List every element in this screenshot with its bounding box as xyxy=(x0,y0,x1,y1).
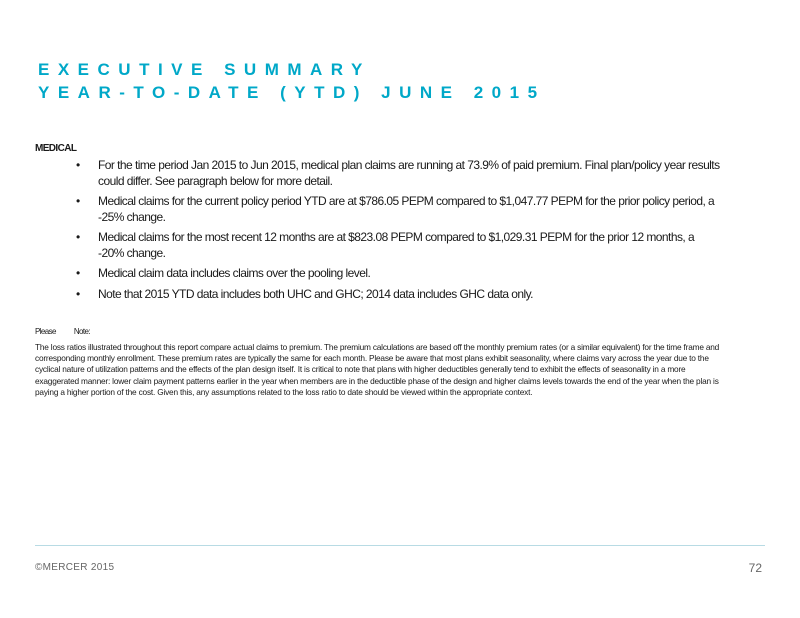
title-line-1: EXECUTIVE SUMMARY xyxy=(38,60,371,79)
bullet-item xyxy=(72,158,722,189)
page-number: 72 xyxy=(748,561,762,575)
section-label-medical: MEDICAL xyxy=(35,143,77,154)
page-title xyxy=(38,58,546,104)
bullet-item xyxy=(72,287,722,303)
bullet-item xyxy=(72,194,722,225)
bullet-text: Medical claims for the current policy period YTD are at $786.05 PEPM compared to $1,047.77 PEPM for the prior policy period, a -25% change. xyxy=(98,194,715,224)
bullet-glyph: • xyxy=(76,286,80,301)
medical-bullet-list xyxy=(72,158,722,307)
bullet-glyph: • xyxy=(76,158,80,172)
bullet-item xyxy=(72,230,722,261)
note-label: Note: xyxy=(73,327,90,336)
bullet-text: Medical claim data includes claims over the pooling level. xyxy=(98,266,371,280)
bullet-text: Note that 2015 YTD data includes both UHC and GHC; 2014 data includes GHC data only. xyxy=(98,286,533,301)
footer-divider xyxy=(35,545,765,546)
note-paragraph: The loss ratios illustrated throughout this report compare actual claims to premium. The premium calculations are based off the monthly premium rates (or a similar equivalent) for the time frame and corresponding monthly enrollment. These premium rates are typically the same for each month. Please be aware that most plans exhibit seasonality, where claims vary across the year due to the cyclical nature of utilization patterns and the effects of the plan design itself. It is critical to note that plans with higher deductibles generally tend to exhibit the effects of seasonality in a more exaggerated manner: lower claim payment patterns earlier in the year when members are in the deductible phase of the design and higher claims levels towards the end of the year when the plan is paying a higher portion of the cost. Given this, any assumptions related to the loss ratio to date should be viewed within the appropriate context. xyxy=(35,342,720,397)
title-line-2: YEAR-TO-DATE (YTD) JUNE 2015 xyxy=(38,83,546,102)
bullet-glyph: • xyxy=(76,194,80,208)
bullet-text: Medical claims for the most recent 12 months are at $823.08 PEPM compared to $1,029.31 PEPM for the prior 12 months, a -20% change. xyxy=(98,230,695,260)
bullet-text: For the time period Jan 2015 to Jun 2015, medical plan claims are running at 73.9% of paid premium. Final plan/policy year results could differ. See paragraph below for more detail. xyxy=(98,158,720,188)
footer-copyright: ©MERCER 2015 xyxy=(35,562,115,573)
please-label: Please xyxy=(35,327,56,336)
bullet-item xyxy=(72,266,722,282)
please-note-label xyxy=(35,327,90,336)
bullet-glyph: • xyxy=(76,266,80,280)
bullet-glyph: • xyxy=(76,230,80,244)
